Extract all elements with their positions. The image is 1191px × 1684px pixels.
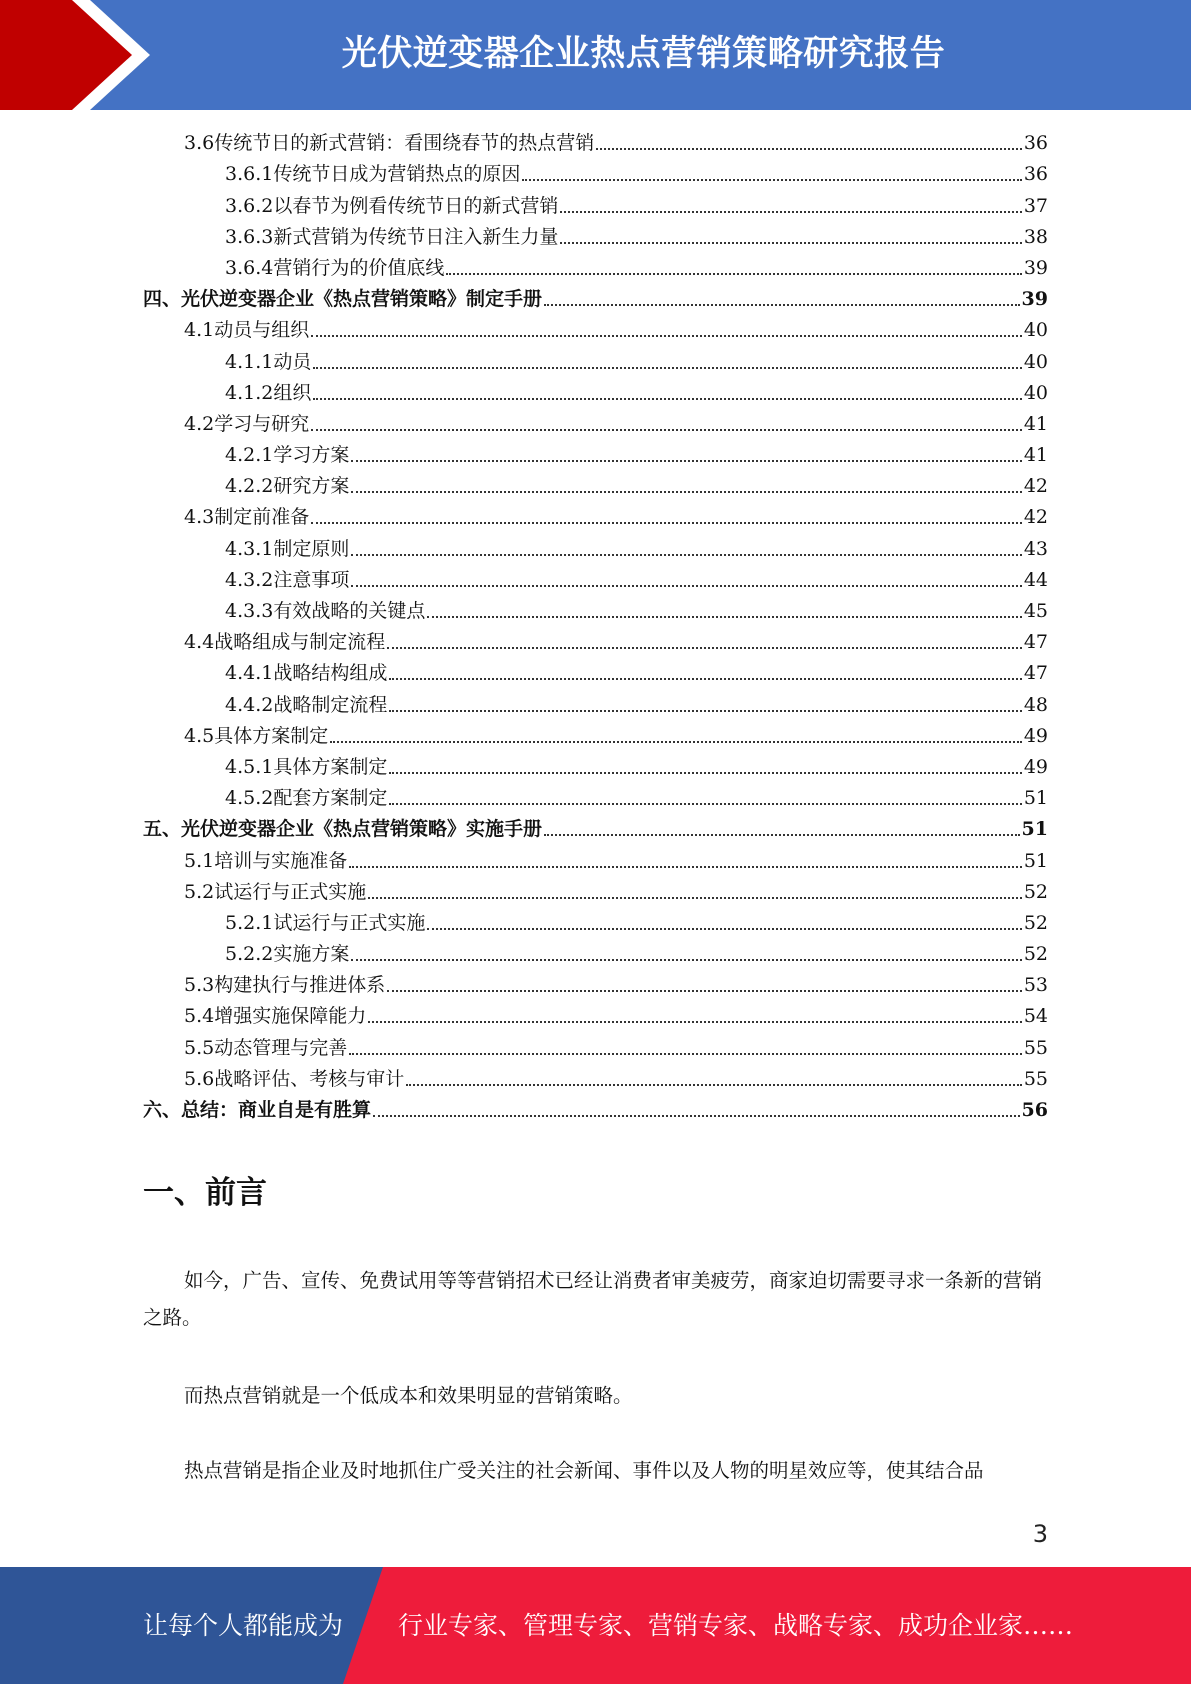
toc-entry-page: 51 bbox=[1023, 849, 1048, 872]
toc-entry-number: 六、 bbox=[143, 1099, 182, 1121]
toc-entry-number: 4.1 bbox=[184, 319, 215, 342]
toc-entry-page: 53 bbox=[1023, 974, 1048, 997]
toc-entry-number: 5.2.1 bbox=[225, 911, 274, 934]
toc-entry-label: 具体方案制定 bbox=[214, 724, 329, 747]
toc-entry-page: 49 bbox=[1023, 755, 1048, 778]
toc-dot-leader bbox=[330, 740, 1022, 743]
toc-entry[interactable] bbox=[143, 876, 1048, 907]
toc-entry-page: 52 bbox=[1023, 880, 1048, 903]
toc-dot-leader bbox=[560, 210, 1021, 213]
toc-dot-leader bbox=[349, 1052, 1022, 1055]
toc-entry-label: 传统节日成为营销热点的原因 bbox=[273, 163, 521, 186]
toc-dot-leader bbox=[389, 677, 1021, 680]
toc-entry-page: 39 bbox=[1023, 256, 1048, 279]
toc-entry-label: 以春节为例看传统节日的新式营销 bbox=[273, 194, 559, 217]
toc-entry[interactable] bbox=[143, 907, 1048, 938]
toc-entry[interactable] bbox=[143, 751, 1048, 782]
toc-entry-number: 5.2 bbox=[184, 880, 215, 903]
toc-entry[interactable] bbox=[143, 1094, 1048, 1125]
toc-entry-page: 42 bbox=[1023, 506, 1048, 529]
toc-entry-page: 42 bbox=[1023, 475, 1048, 498]
toc-entry-page: 52 bbox=[1023, 943, 1048, 966]
toc-entry-number: 4.4.1 bbox=[225, 662, 274, 685]
toc-entry-label: 战略制定流程 bbox=[273, 693, 388, 716]
toc-entry-number: 5.5 bbox=[184, 1036, 215, 1059]
toc-entry-number: 4.2.1 bbox=[225, 444, 274, 467]
toc-entry-page: 36 bbox=[1023, 132, 1048, 155]
toc-entry[interactable] bbox=[143, 127, 1048, 158]
toc-dot-leader bbox=[351, 459, 1021, 462]
toc-entry-label: 新式营销为传统节日注入新生力量 bbox=[273, 225, 559, 248]
toc-dot-leader bbox=[446, 272, 1021, 275]
toc-dot-leader bbox=[368, 1020, 1022, 1023]
toc-entry-label: 注意事项 bbox=[273, 568, 350, 591]
toc-entry-label: 培训与实施准备 bbox=[214, 849, 348, 872]
toc-entry-page: 41 bbox=[1023, 444, 1048, 467]
toc-dot-leader bbox=[313, 366, 1021, 369]
toc-dot-leader bbox=[389, 709, 1021, 712]
toc-entry[interactable] bbox=[143, 439, 1048, 470]
header-title: 光伏逆变器企业热点营销策略研究报告 bbox=[341, 34, 946, 74]
toc-entry-page: 39 bbox=[1021, 288, 1048, 311]
toc-dot-leader bbox=[387, 646, 1022, 649]
paragraph: 热点营销是指企业及时地抓住广受关注的社会新闻、事件以及人物的明星效应等，使其结合品 bbox=[184, 1459, 984, 1482]
toc-entry[interactable] bbox=[143, 221, 1048, 252]
toc-entry-number: 4.3.2 bbox=[225, 568, 274, 591]
paragraph: 而热点营销就是一个低成本和效果明显的营销策略。 bbox=[184, 1384, 633, 1407]
page-header bbox=[0, 0, 1191, 110]
toc-entry-number: 3.6.3 bbox=[225, 225, 274, 248]
toc-entry-label: 动员与组织 bbox=[214, 319, 310, 342]
toc-entry-page: 38 bbox=[1023, 225, 1048, 248]
toc-entry-label: 组织 bbox=[273, 381, 312, 404]
toc-dot-leader bbox=[368, 896, 1022, 899]
toc-entry[interactable] bbox=[143, 377, 1048, 408]
toc-entry-page: 49 bbox=[1023, 724, 1048, 747]
toc-entry-label: 研究方案 bbox=[273, 475, 350, 498]
toc-entry-label: 营销行为的价值底线 bbox=[273, 256, 445, 279]
toc-entry[interactable] bbox=[143, 158, 1048, 189]
toc-entry-page: 51 bbox=[1023, 787, 1048, 810]
toc-entry[interactable] bbox=[143, 564, 1048, 595]
toc-dot-leader bbox=[427, 927, 1021, 930]
toc-entry-page: 47 bbox=[1023, 662, 1048, 685]
toc-entry-page: 37 bbox=[1023, 194, 1048, 217]
toc-dot-leader bbox=[544, 303, 1020, 306]
toc-dot-leader bbox=[351, 958, 1021, 961]
toc-entry-label: 制定原则 bbox=[273, 537, 350, 560]
toc-entry-label: 增强实施保障能力 bbox=[214, 1005, 367, 1028]
table-of-contents bbox=[143, 127, 1048, 1125]
page-number: 3 bbox=[1032, 1520, 1048, 1548]
toc-entry[interactable] bbox=[143, 657, 1048, 688]
toc-entry[interactable] bbox=[143, 1000, 1048, 1031]
toc-dot-leader bbox=[373, 1114, 1020, 1117]
toc-entry[interactable] bbox=[143, 501, 1048, 532]
toc-entry[interactable] bbox=[143, 844, 1048, 875]
toc-entry-number: 五、 bbox=[143, 818, 182, 841]
toc-entry-page: 40 bbox=[1023, 319, 1048, 342]
toc-entry[interactable] bbox=[143, 1031, 1048, 1062]
toc-entry-page: 47 bbox=[1023, 631, 1048, 654]
toc-entry-number: 4.2 bbox=[184, 412, 215, 435]
toc-entry-number: 4.5 bbox=[184, 724, 215, 747]
footer-slogan-right: 行业专家、管理专家、营销专家、战略专家、成功企业家…… bbox=[398, 1611, 1074, 1640]
toc-entry-number: 4.1.1 bbox=[225, 350, 274, 373]
toc-entry-page: 40 bbox=[1023, 381, 1048, 404]
toc-entry-page: 44 bbox=[1023, 568, 1048, 591]
toc-dot-leader bbox=[560, 241, 1021, 244]
toc-entry[interactable] bbox=[143, 1063, 1048, 1094]
toc-entry-page: 43 bbox=[1023, 537, 1048, 560]
toc-dot-leader bbox=[311, 428, 1022, 431]
toc-entry-label: 学习方案 bbox=[273, 444, 350, 467]
toc-entry-label: 战略组成与制定流程 bbox=[214, 631, 386, 654]
toc-entry-label: 构建执行与推进体系 bbox=[214, 974, 386, 997]
toc-dot-leader bbox=[427, 615, 1021, 618]
toc-dot-leader bbox=[389, 802, 1021, 805]
toc-entry-label: 实施方案 bbox=[273, 943, 350, 966]
toc-entry-page: 55 bbox=[1023, 1067, 1048, 1090]
toc-dot-leader bbox=[351, 584, 1021, 587]
toc-entry-label: 动员 bbox=[273, 350, 312, 373]
toc-entry-number: 5.4 bbox=[184, 1005, 215, 1028]
toc-entry-label: 有效战略的关键点 bbox=[273, 600, 426, 622]
toc-entry[interactable] bbox=[143, 408, 1048, 439]
section-title: 一、前言 bbox=[143, 1175, 267, 1211]
toc-entry[interactable] bbox=[143, 688, 1048, 719]
toc-entry[interactable] bbox=[143, 283, 1048, 314]
toc-entry[interactable] bbox=[143, 782, 1048, 813]
toc-entry-number: 4.3.1 bbox=[225, 537, 274, 560]
toc-entry[interactable] bbox=[143, 532, 1048, 563]
toc-entry-label: 动态管理与完善 bbox=[214, 1036, 348, 1059]
toc-dot-leader bbox=[311, 334, 1022, 337]
toc-dot-leader bbox=[544, 833, 1020, 836]
toc-dot-leader bbox=[596, 147, 1022, 150]
toc-dot-leader bbox=[406, 1083, 1022, 1086]
toc-entry[interactable] bbox=[143, 595, 1048, 626]
toc-entry-number: 3.6.2 bbox=[225, 194, 274, 217]
toc-dot-leader bbox=[351, 490, 1021, 493]
toc-dot-leader bbox=[351, 553, 1021, 556]
toc-entry-label: 学习与研究 bbox=[214, 412, 310, 435]
toc-entry[interactable] bbox=[143, 720, 1048, 751]
toc-entry-page: 51 bbox=[1021, 818, 1048, 841]
toc-entry-number: 四、 bbox=[143, 288, 182, 311]
toc-entry-label: 传统节日的新式营销：看围绕春节的热点营销 bbox=[214, 132, 595, 155]
toc-dot-leader bbox=[313, 397, 1021, 400]
toc-entry-number: 4.5.1 bbox=[225, 755, 274, 778]
toc-entry-page: 36 bbox=[1023, 163, 1048, 186]
toc-entry-number: 4.1.2 bbox=[225, 381, 274, 404]
toc-entry-label: 制定前准备 bbox=[214, 506, 310, 529]
toc-entry[interactable] bbox=[143, 252, 1048, 283]
toc-entry-page: 40 bbox=[1023, 350, 1048, 373]
toc-entry-number: 3.6 bbox=[184, 132, 215, 155]
toc-entry[interactable] bbox=[143, 189, 1048, 220]
toc-entry-number: 4.5.2 bbox=[225, 787, 274, 810]
paragraph: 如今，广告、宣传、免费试用等等营销招术已经让消费者审美疲劳，商家迫切需要寻求一条新的营销之路。 bbox=[143, 1269, 1043, 1329]
page-footer bbox=[0, 1567, 1191, 1684]
toc-dot-leader bbox=[349, 865, 1022, 868]
toc-entry[interactable] bbox=[143, 345, 1048, 376]
footer-slogan-left: 让每个人都能成为 bbox=[143, 1611, 344, 1640]
toc-entry-page: 55 bbox=[1023, 1036, 1048, 1059]
toc-entry-number: 3.6.4 bbox=[225, 256, 274, 279]
toc-entry-page: 45 bbox=[1023, 600, 1048, 622]
toc-entry-number: 4.2.2 bbox=[225, 475, 274, 498]
toc-entry-number: 3.6.1 bbox=[225, 163, 274, 186]
toc-entry-label: 战略结构组成 bbox=[273, 662, 388, 685]
toc-entry-number: 5.2.2 bbox=[225, 943, 274, 966]
toc-entry-number: 4.4 bbox=[184, 631, 215, 654]
toc-entry-page: 52 bbox=[1023, 911, 1048, 934]
toc-dot-leader bbox=[522, 178, 1021, 181]
toc-entry[interactable] bbox=[143, 813, 1048, 844]
toc-entry[interactable] bbox=[143, 938, 1048, 969]
toc-entry-label: 光伏逆变器企业《热点营销策略》实施手册 bbox=[181, 818, 543, 841]
toc-entry-number: 5.3 bbox=[184, 974, 215, 997]
toc-dot-leader bbox=[311, 521, 1022, 524]
toc-entry[interactable] bbox=[143, 314, 1048, 345]
toc-entry[interactable] bbox=[143, 626, 1048, 657]
toc-entry-number: 4.3 bbox=[184, 506, 215, 529]
toc-entry-label: 试运行与正式实施 bbox=[214, 880, 367, 903]
toc-entry-number: 5.1 bbox=[184, 849, 215, 872]
toc-dot-leader bbox=[387, 989, 1022, 992]
toc-entry-label: 战略评估、考核与审计 bbox=[214, 1067, 405, 1090]
toc-entry-number: 4.4.2 bbox=[225, 693, 274, 716]
toc-entry-page: 56 bbox=[1021, 1099, 1048, 1121]
toc-entry-label: 光伏逆变器企业《热点营销策略》制定手册 bbox=[181, 288, 543, 311]
toc-entry-label: 配套方案制定 bbox=[273, 787, 388, 810]
toc-entry-page: 48 bbox=[1023, 693, 1048, 716]
toc-entry[interactable] bbox=[143, 470, 1048, 501]
toc-entry-label: 总结：商业自是有胜算 bbox=[181, 1099, 372, 1121]
toc-entry-number: 5.6 bbox=[184, 1067, 215, 1090]
toc-dot-leader bbox=[389, 771, 1021, 774]
toc-entry-label: 具体方案制定 bbox=[273, 755, 388, 778]
toc-entry-page: 54 bbox=[1023, 1005, 1048, 1028]
toc-entry-number: 4.3.3 bbox=[225, 600, 274, 622]
toc-entry[interactable] bbox=[143, 969, 1048, 1000]
toc-entry-label: 试运行与正式实施 bbox=[273, 911, 426, 934]
toc-entry-page: 41 bbox=[1023, 412, 1048, 435]
